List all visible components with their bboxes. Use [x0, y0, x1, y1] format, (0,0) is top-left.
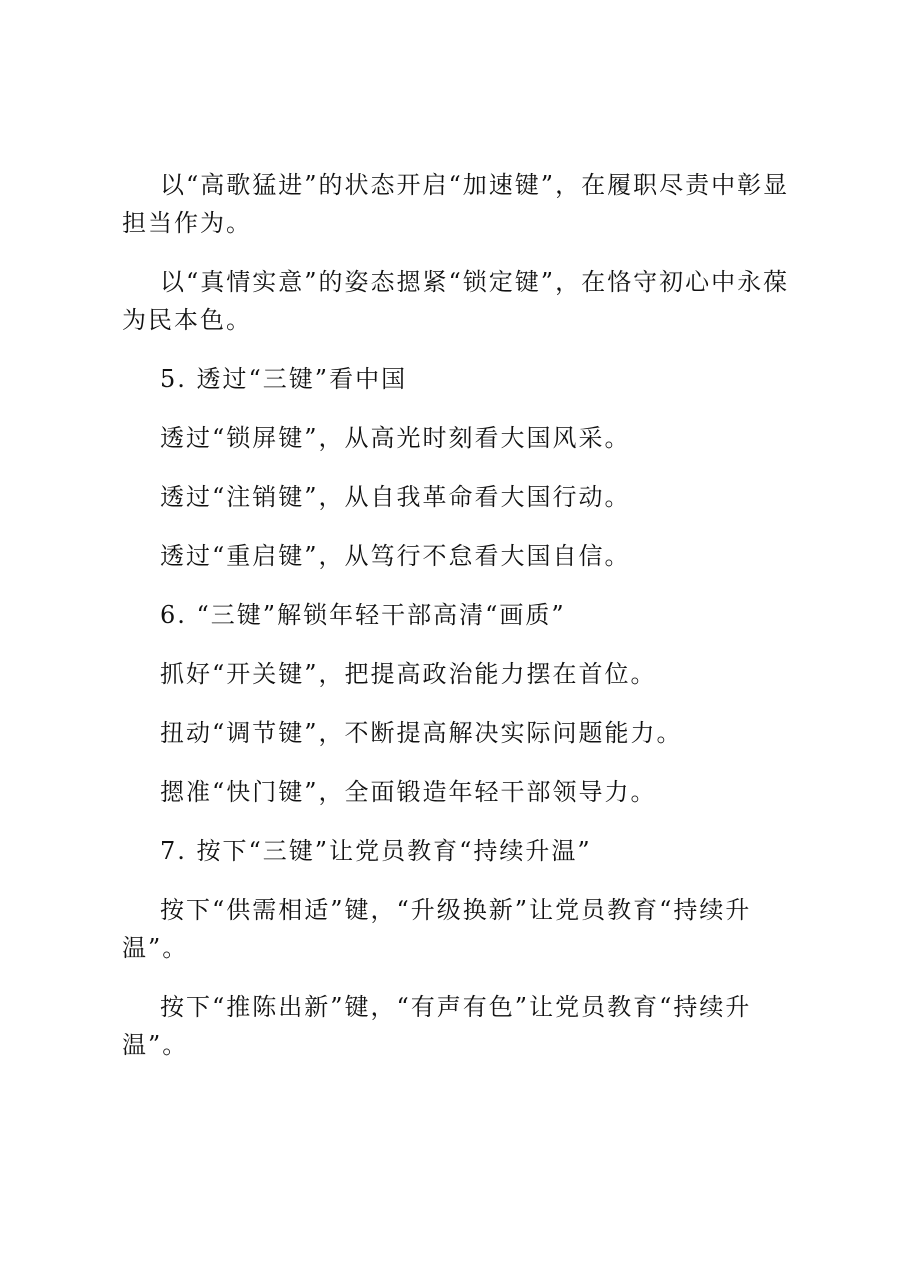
paragraph: 抓好“开关键”，把提高政治能力摆在首位。 [160, 660, 657, 688]
paragraph: 透过“重启键”，从笃行不怠看大国自信。 [160, 542, 631, 570]
document-body [122, 166, 802, 1085]
section-heading: 7. 按下“三键”让党员教育“持续升温” [160, 837, 592, 865]
section-heading: 5. 透过“三键”看中国 [160, 365, 408, 393]
paragraph: 以“高歌猛进”的状态开启“加速键”，在履职尽责中彰显担当作为。 [122, 171, 790, 237]
section-heading: 6. “三键”解锁年轻干部高清“画质” [160, 601, 566, 629]
paragraph: 扭动“调节键”，不断提高解决实际问题能力。 [160, 719, 683, 747]
paragraph: 按下“推陈出新”键，“有声有色”让党员教育“持续升温”。 [122, 993, 752, 1059]
paragraph: 以“真情实意”的姿态摁紧“锁定键”，在恪守初心中永葆为民本色。 [122, 268, 790, 334]
paragraph: 摁准“快门键”，全面锻造年轻干部领导力。 [160, 778, 657, 806]
paragraph: 透过“锁屏键”，从高光时刻看大国风采。 [160, 424, 631, 452]
paragraph: 透过“注销键”，从自我革命看大国行动。 [160, 483, 631, 511]
paragraph: 按下“供需相适”键，“升级换新”让党员教育“持续升温”。 [122, 896, 752, 962]
